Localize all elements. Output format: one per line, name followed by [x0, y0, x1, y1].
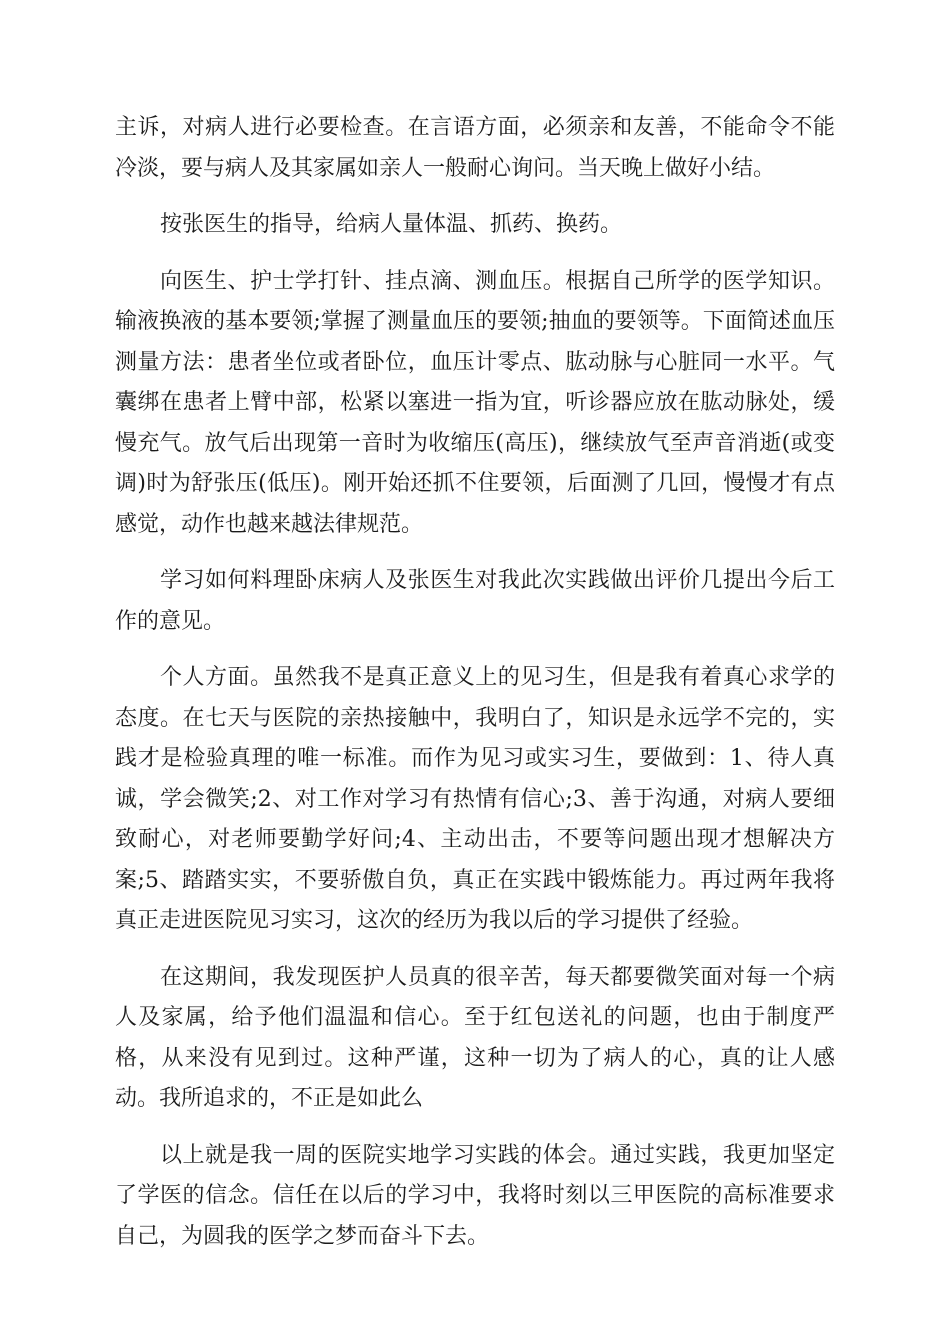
paragraph-1: 主诉，对病人进行必要检查。在言语方面，必须亲和友善，不能命令不能冷淡，要与病人及其家属如亲人一般耐心询问。当天晚上做好小结。	[115, 115, 835, 181]
paragraph-3: 向医生、护士学打针、挂点滴、测血压。根据自己所学的医学知识。输液换液的基本要领;掌握了测量血压的要领;抽血的要领等。下面简述血压测量方法：患者坐位或者卧位，血压计零点、肱动脉与心脏同一水平。气囊绑在患者上臂中部，松紧以塞进一指为宜，听诊器应放在肱动脉处，缓慢充气。放气后出现第一音时为收缩压(高压)，继续放气至声音消逝(或变调)时为舒张压(低压)。刚开始还抓不住要领，后面测了几回，慢慢才有点感觉，动作也越来越法律规范。	[115, 268, 835, 537]
document-body	[115, 108, 835, 1273]
paragraph-4: 学习如何料理卧床病人及张医生对我此次实践做出评价几提出今后工作的意见。	[115, 568, 835, 634]
paragraph-5: 个人方面。虽然我不是真正意义上的见习生，但是我有着真心求学的态度。在七天与医院的亲热接触中，我明白了，知识是永远学不完的，实践才是检验真理的唯一标准。而作为见习或实习生，要做到：1、待人真诚，学会微笑;2、对工作对学习有热情有信心;3、善于沟通，对病人要细致耐心，对老师要勤学好问;4、主动出击，不要等问题出现才想解决方案;5、踏踏实实，不要骄傲自负，真正在实践中锻炼能力。再过两年我将真正走进医院见习实习，这次的经历为我以后的学习提供了经验。	[115, 665, 835, 933]
paragraph-7: 以上就是我一周的医院实地学习实践的体会。通过实践，我更加坚定了学医的信念。信任在以后的学习中，我将时刻以三甲医院的高标准要求自己，为圆我的医学之梦而奋斗下去。	[115, 1142, 835, 1249]
paragraph-2: 按张医生的指导，给病人量体温、抓药、换药。	[160, 212, 623, 237]
paragraph-6: 在这期间，我发现医护人员真的很辛苦，每天都要微笑面对每一个病人及家属，给予他们温温和信心。至于红包送礼的问题，也由于制度严格，从来没有见到过。这种严谨，这种一切为了病人的心，真的让人感动。我所追求的，不正是如此么	[115, 964, 835, 1111]
